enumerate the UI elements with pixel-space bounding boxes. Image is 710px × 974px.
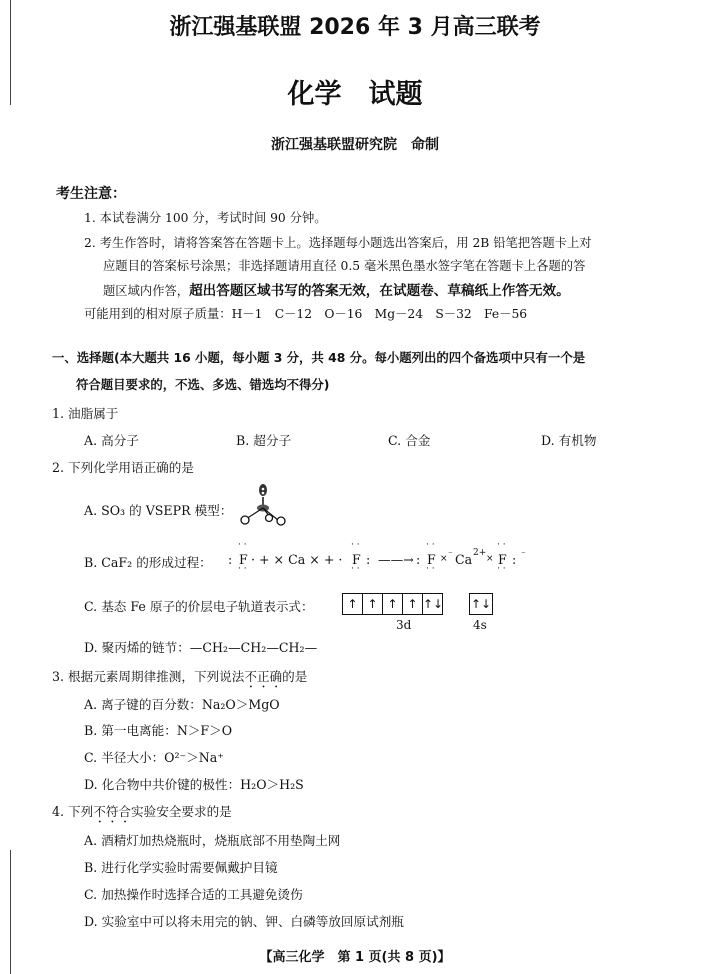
q2-option-d: D. 聚丙烯的链节：—CH₂—CH₂—CH₂— — [84, 640, 318, 655]
q1-option-b: B. 超分子 — [236, 433, 292, 448]
q3-stem-part1: 3. 根据元素周期律推测，下列说法 — [52, 669, 245, 684]
q1-option-c: C. 合金 — [388, 433, 431, 448]
notice-item-2-line2: 应题目的答案标号涂黑；非选择题请用直径 0.5 毫米黑色墨水签字笔在答题卡上各题的答 — [103, 259, 586, 273]
orbital-label-4s: 4s — [473, 618, 487, 632]
vsepr-ligand-atom — [266, 515, 273, 522]
q2-option-c: C. 基态 Fe 原子的价层电子轨道表示式： — [84, 599, 314, 614]
q3-option-a: A. 离子键的百分数：Na₂O＞MgO — [84, 697, 280, 712]
orbital-3d-boxes — [342, 593, 443, 615]
orbital-cell: ↑ — [363, 594, 383, 614]
q3-stem-part3: 的是 — [282, 669, 308, 684]
q2-option-a: A. SO₃ 的 VSEPR 模型： — [84, 503, 233, 518]
orbital-cell: ↑↓ — [470, 597, 492, 611]
atomic-mass-line: 可能用到的相对原子质量：H－1 C－12 O－16 Mg－24 S－32 Fe－56 — [84, 307, 528, 321]
q3-option-c: C. 半径大小：O²⁻＞Na⁺ — [84, 750, 224, 765]
q1-option-a: A. 高分子 — [84, 433, 139, 448]
subject-title: 化学 试题 — [287, 79, 423, 110]
notice-item-2-line3-plain: 题区域内作答， — [103, 284, 190, 298]
vsepr-ligand-atom — [277, 517, 285, 525]
section-1-heading-line1: 一、选择题(本大题共 16 小题，每小题 3 分，共 48 分。每小题列出的四个备选项中只有一个是 — [52, 350, 586, 365]
vsepr-lone-pair — [259, 484, 267, 496]
q3-stem-emphasis: 不正确 — [244, 669, 283, 684]
q3-option-b: B. 第一电离能：N＞F＞O — [84, 723, 233, 738]
notice-item-2-line3 — [103, 279, 570, 299]
orbital-cell: ↑ — [403, 594, 423, 614]
q3-option-d: D. 化合物中共价键的极性：H₂O＞H₂S — [84, 777, 304, 792]
q4-stem-emphasis: 不符合 — [93, 804, 131, 819]
notice-item-2-line1: 2. 考生作答时，请将答案答在答题卡上。选择题每小题选出答案后，用 2B 铅笔把答题卡上对 — [84, 236, 592, 250]
q1-option-d: D. 有机物 — [541, 433, 597, 448]
section-1-heading-line2: 符合题目要求的，不选、多选、错选均不得分) — [76, 377, 330, 392]
page-footer: 【高三化学 第 1 页(共 8 页)】 — [259, 950, 451, 965]
q4-stem-part3: 实验安全要求的是 — [131, 804, 232, 819]
notice-heading: 考生注意： — [56, 186, 126, 202]
q4-option-a: A. 酒精灯加热烧瓶时，烧瓶底部不用垫陶土网 — [84, 833, 341, 848]
q4-stem-part1: 4. 下列 — [52, 804, 94, 819]
vsepr-model-diagram — [240, 483, 288, 527]
orbital-cell: ↑ — [383, 594, 403, 614]
q4-option-d: D. 实验室中可以将未用完的钠、钾、白磷等放回原试剂瓶 — [84, 914, 404, 929]
q1-stem: 1. 油脂属于 — [52, 406, 119, 421]
q3-stem — [52, 666, 307, 691]
orbital-4s-box — [469, 593, 493, 615]
notice-item-1: 1. 本试卷满分 100 分，考试时间 90 分钟。 — [84, 211, 327, 225]
orbital-label-3d: 3d — [396, 618, 412, 632]
q4-option-b: B. 进行化学实验时需要佩戴护目镜 — [84, 860, 278, 875]
author-line: 浙江强基联盟研究院 命制 — [271, 137, 439, 153]
q2-option-b: B. CaF₂ 的形成过程： — [84, 555, 212, 570]
exam-title: 浙江强基联盟 2026 年 3 月高三联考 — [169, 15, 541, 40]
orbital-cell: ↑ — [343, 594, 363, 614]
vsepr-ligand-atom — [241, 516, 249, 524]
q2-stem: 2. 下列化学用语正确的是 — [52, 460, 194, 475]
q4-stem — [52, 801, 232, 826]
notice-item-2-emphasis: 超出答题区域书写的答案无效，在试题卷、草稿纸上作答无效。 — [189, 283, 570, 299]
q4-option-c: C. 加热操作时选择合适的工具避免烫伤 — [84, 887, 303, 902]
orbital-cell: ↑↓ — [423, 597, 444, 611]
caf2-formation-diagram: · · : F · + × Ca × + · · · F : · · · · ——→ : · · F × ⁻ Ca 2+ × · · F : ⁻ · · · · — [228, 540, 526, 574]
